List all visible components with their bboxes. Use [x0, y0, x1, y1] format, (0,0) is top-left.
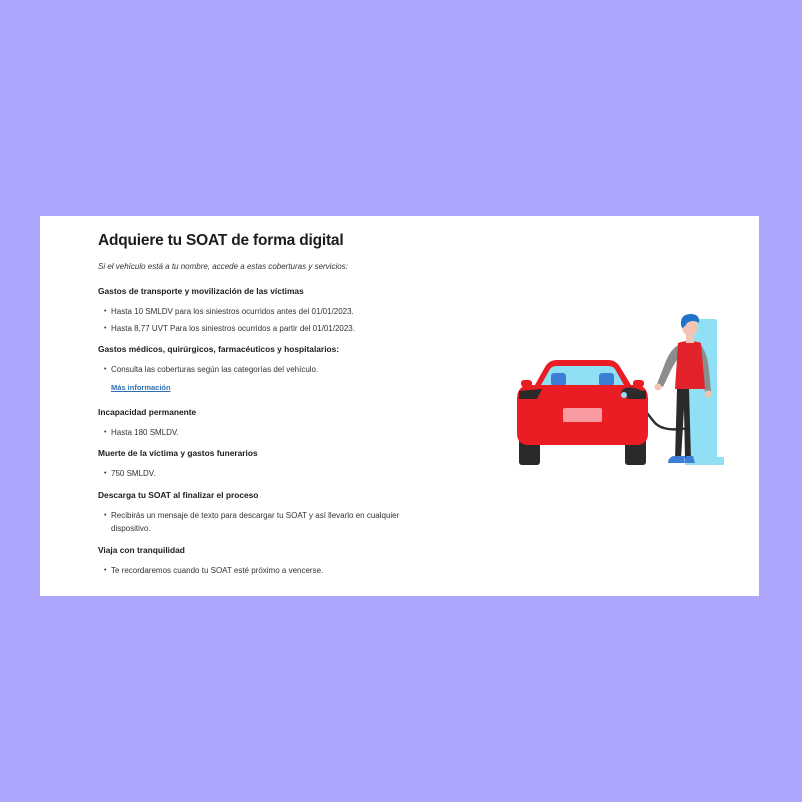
list-item: • Hasta 180 SMLDV. — [104, 426, 428, 440]
section-download — [98, 490, 428, 536]
soat-info-card — [40, 216, 759, 596]
section-heading: Muerte de la víctima y gastos funerarios — [98, 448, 258, 458]
list-item: • Consulta las coberturas según las categorías del vehículo. — [104, 363, 428, 377]
list-item: • Te recordaremos cuando tu SOAT esté próximo a vencerse. — [104, 564, 428, 578]
coverage-content — [98, 232, 428, 586]
section-heading: Gastos médicos, quirúrgicos, farmacéuticos y hospitalarios: — [98, 344, 340, 354]
section-reminder — [98, 545, 428, 578]
section-disability — [98, 407, 428, 440]
section-heading: Incapacidad permanente — [98, 406, 197, 417]
list-item: • Hasta 8,77 UVT Para los siniestros ocurridos a partir del 01/01/2023. — [104, 322, 428, 336]
section-heading: Gastos de transporte y movilización de las víctimas — [98, 286, 304, 296]
list-item: • Recibirás un mensaje de texto para descargar tu SOAT y así llevarlo en cualquier dispositivo. — [104, 509, 428, 536]
red-car-illustration-icon — [517, 360, 648, 465]
page-subtitle: Si el vehículo está a tu nombre, accede a estas coberturas y servicios: — [98, 262, 348, 271]
list-item: • Hasta 10 SMLDV para los siniestros ocurridos antes del 01/01/2023. — [104, 305, 428, 319]
fueling-illustration — [475, 311, 725, 471]
section-heading: Descarga tu SOAT al finalizar el proceso — [98, 489, 259, 500]
list-item: • 750 SMLDV. — [104, 467, 428, 481]
more-info-link[interactable]: Más información — [111, 382, 171, 392]
section-death — [98, 448, 428, 481]
section-heading: Viaja con tranquilidad — [98, 544, 185, 555]
section-transport — [98, 286, 428, 335]
page-title: Adquiere tu SOAT de forma digital — [98, 232, 344, 249]
section-medical — [98, 344, 428, 398]
